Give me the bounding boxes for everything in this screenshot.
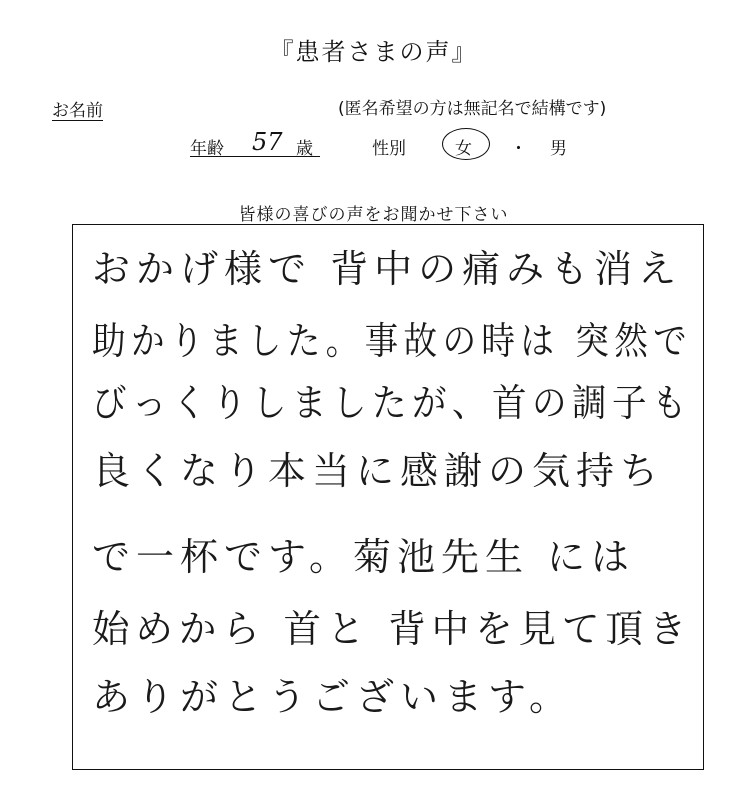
age-label: 年齢: [190, 139, 224, 159]
comment-line-7: ありがとうございます。: [92, 675, 573, 719]
gender-option-female: 女: [455, 139, 472, 159]
comment-prompt: 皆様の喜びの声をお聞かせ下さい: [238, 205, 509, 225]
age-unit: 歳: [296, 139, 313, 159]
page-title: 『患者さまの声』: [269, 38, 478, 66]
comment-line-1: おかげ様で 背中の痛みも消え: [92, 247, 683, 291]
name-label: お名前: [52, 101, 103, 121]
gender-option-male: 男: [550, 139, 567, 159]
comment-line-6: 始めから 首と 背中を見て頂き: [92, 607, 693, 651]
anonymous-note: (匿名希望の方は無記名で結構です): [338, 99, 607, 119]
comment-line-3: びっくりしましたが、首の調子も: [92, 381, 692, 425]
comment-line-5: で一杯です。菊池先生 には: [92, 535, 636, 579]
comment-line-4: 良くなり本当に感謝の気持ち: [92, 449, 665, 493]
gender-separator: ・: [510, 139, 527, 159]
gender-label: 性別: [372, 139, 406, 159]
age-value: 57: [252, 128, 283, 156]
comment-line-2: 助かりました。事故の時は 突然で: [92, 319, 693, 363]
age-underline: [190, 156, 320, 157]
